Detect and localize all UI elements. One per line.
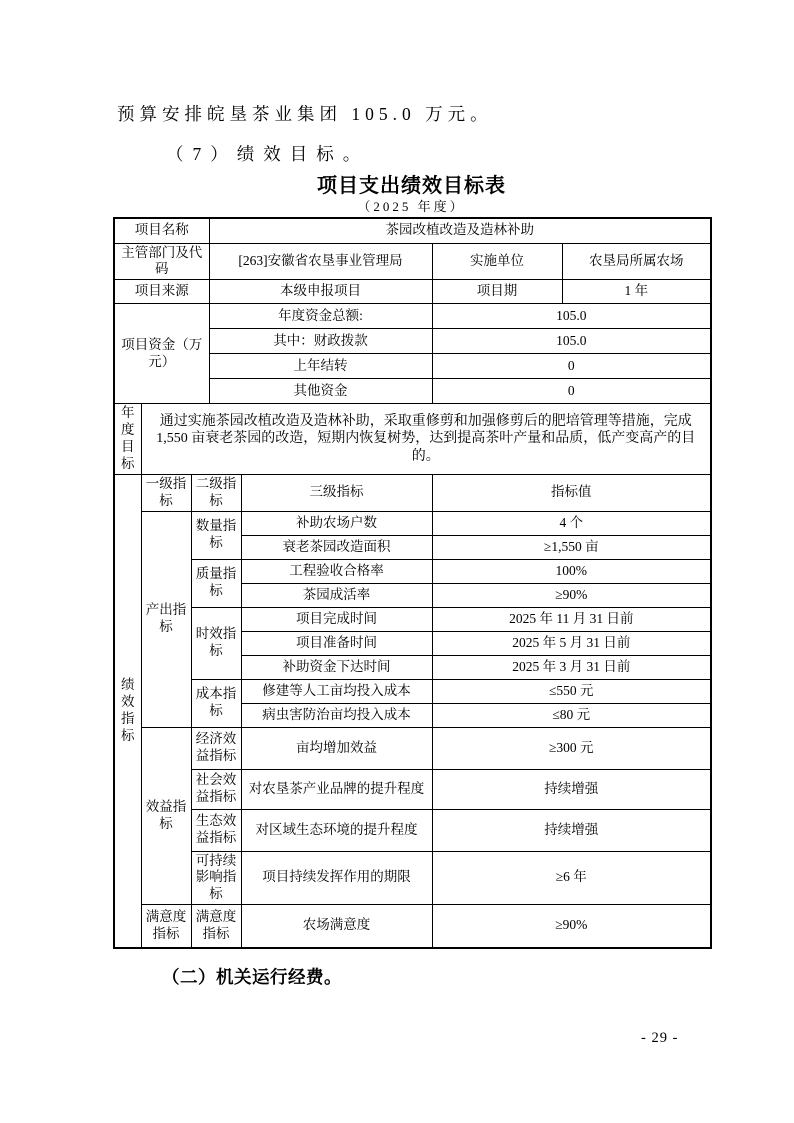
source-value: 本级申报项目 <box>209 280 432 304</box>
level1-output: 产出指标 <box>141 511 191 727</box>
indicator-value: ≥90% <box>432 905 711 948</box>
indicator-name: 补助资金下达时间 <box>241 655 432 679</box>
level2-timeliness: 时效指标 <box>191 607 241 679</box>
indicator-name: 病虫害防治亩均投入成本 <box>241 703 432 727</box>
indicator-value: 持续增强 <box>432 769 711 809</box>
table-subtitle: （2025 年度） <box>357 199 466 214</box>
fund-other-value: 0 <box>432 379 711 404</box>
section-2-heading: （二）机关运行经费。 <box>162 967 342 987</box>
indicator-name: 项目完成时间 <box>241 607 432 631</box>
indicator-value: 2025 年 5 月 31 日前 <box>432 631 711 655</box>
indicator-name: 项目准备时间 <box>241 631 432 655</box>
level2-sustainability: 可持续影响指标 <box>191 851 241 905</box>
indicator-name: 修建等人工亩均投入成本 <box>241 679 432 703</box>
perf-side-label: 绩效指标 <box>114 474 141 947</box>
indicator-value: ≥300 元 <box>432 727 711 769</box>
level2-economic: 经济效益指标 <box>191 727 241 769</box>
indicator-value: 2025 年 3 月 31 日前 <box>432 655 711 679</box>
indicator-value: ≥1,550 亩 <box>432 535 711 559</box>
fund-fiscal-value: 105.0 <box>432 329 711 354</box>
dept-label: 主管部门及代码 <box>114 243 209 280</box>
indicator-name: 工程验收合格率 <box>241 559 432 583</box>
level1-benefit: 效益指标 <box>141 727 191 905</box>
period-label: 项目期 <box>432 280 562 304</box>
fund-carryover-label: 上年结转 <box>209 354 432 379</box>
indicator-name: 衰老茶园改造面积 <box>241 535 432 559</box>
project-name-value: 茶园改植改造及造林补助 <box>209 218 711 243</box>
annual-goal-text: 通过实施茶园改植改造及造林补助，采取重修剪和加强修剪后的肥培管理等措施，完成 1,550 亩衰老茶园的改造，短期内恢复树势，达到提高茶叶产量和品质，低产变高产的目的。 <box>141 404 711 475</box>
fund-total-value: 105.0 <box>432 304 711 329</box>
header-level3: 三级指标 <box>241 474 432 511</box>
impl-unit-label: 实施单位 <box>432 243 562 280</box>
performance-target-table <box>113 217 712 949</box>
table-title: 项目支出绩效目标表 <box>317 175 506 197</box>
dept-value: [263]安徽省农垦事业管理局 <box>209 243 432 280</box>
indicator-value: ≤80 元 <box>432 703 711 727</box>
indicator-name: 茶园成活率 <box>241 583 432 607</box>
header-level1: 一级指标 <box>141 474 191 511</box>
fund-other-label: 其他资金 <box>209 379 432 404</box>
indicator-value: 持续增强 <box>432 809 711 851</box>
indicator-value: ≤550 元 <box>432 679 711 703</box>
intro-paragraph: 预算安排皖垦茶业集团 105.0 万元。 <box>117 104 493 124</box>
indicator-name: 亩均增加效益 <box>241 727 432 769</box>
level2-quantity: 数量指标 <box>191 511 241 559</box>
indicator-value: ≥90% <box>432 583 711 607</box>
level2-satisfaction: 满意度指标 <box>191 905 241 948</box>
indicator-name: 对农垦茶产业品牌的提升程度 <box>241 769 432 809</box>
project-name-label: 项目名称 <box>114 218 209 243</box>
header-value: 指标值 <box>432 474 711 511</box>
fund-label: 项目资金（万元） <box>114 304 209 404</box>
indicator-value: ≥6 年 <box>432 851 711 905</box>
indicator-value: 2025 年 11 月 31 日前 <box>432 607 711 631</box>
period-value: 1 年 <box>562 280 711 304</box>
indicator-value: 4 个 <box>432 511 711 535</box>
fund-total-label: 年度资金总额: <box>209 304 432 329</box>
source-label: 项目来源 <box>114 280 209 304</box>
page-number: - 29 - <box>641 1030 679 1046</box>
level2-social: 社会效益指标 <box>191 769 241 809</box>
fund-fiscal-label: 其中：财政拨款 <box>209 329 432 354</box>
level2-quality: 质量指标 <box>191 559 241 607</box>
indicator-name: 项目持续发挥作用的期限 <box>241 851 432 905</box>
level2-ecological: 生态效益指标 <box>191 809 241 851</box>
impl-unit-value: 农垦局所属农场 <box>562 243 711 280</box>
level2-cost: 成本指标 <box>191 679 241 727</box>
indicator-name: 对区域生态环境的提升程度 <box>241 809 432 851</box>
header-level2: 二级指标 <box>191 474 241 511</box>
annual-goal-label: 年度目标 <box>114 404 141 475</box>
indicator-name: 补助农场户数 <box>241 511 432 535</box>
fund-carryover-value: 0 <box>432 354 711 379</box>
level1-satisfaction: 满意度指标 <box>141 905 191 948</box>
indicator-value: 100% <box>432 559 711 583</box>
indicator-name: 农场满意度 <box>241 905 432 948</box>
item-7-heading: （7）绩效目标。 <box>166 144 370 164</box>
